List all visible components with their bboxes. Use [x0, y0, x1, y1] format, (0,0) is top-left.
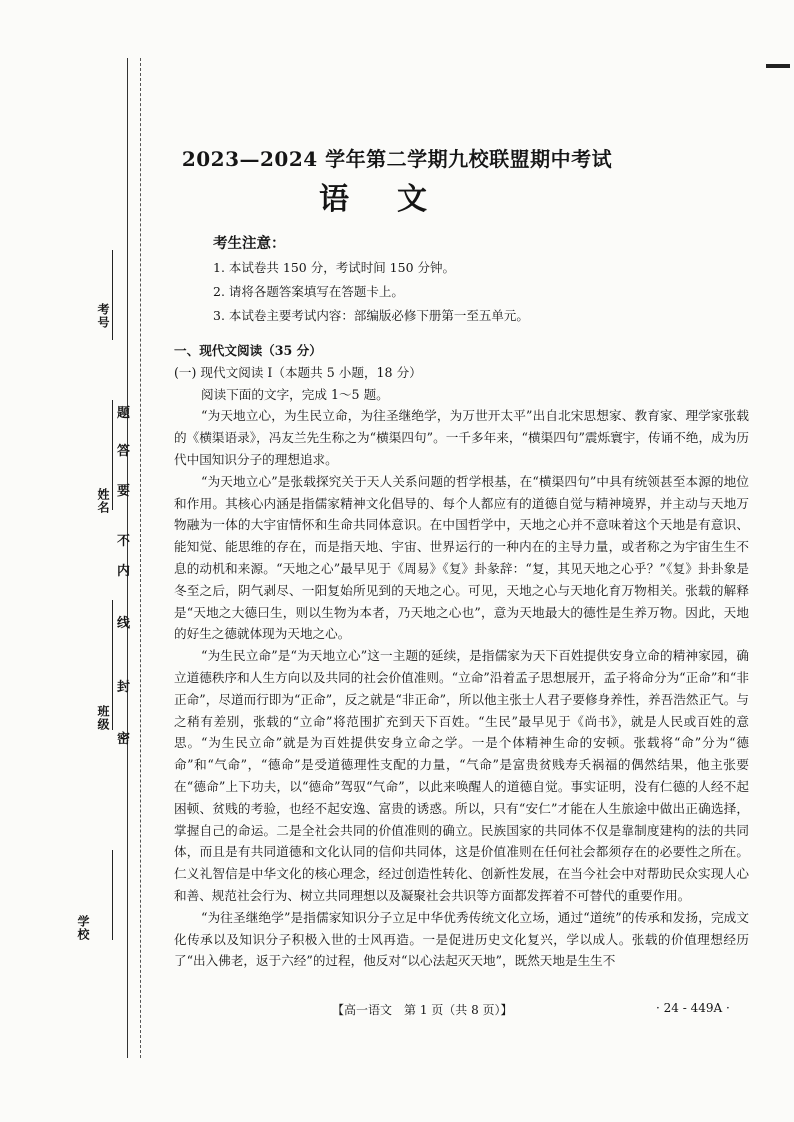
scan-mark [766, 64, 790, 68]
instruction: 阅读下面的文字，完成 1～5 题。 [201, 386, 389, 402]
school-underline [112, 850, 113, 940]
section-heading: 一、现代文阅读（35 分） [174, 343, 322, 358]
paragraph: “为天地立心”是张载探究关于天人关系问题的哲学根基，在“横渠四句”中具有统领甚至本源的地位和作用。其核心内涵是指儒家精神文化倡导的、每个人都应有的道德自觉与精神境界，并主动与天地万物融为一体的大宇宙情怀和生命共同体意识。在中国哲学中，天地之心并不意味着这个天地是有意识、能知觉、能思维的存在，而是指天地、宇宙、世界运行的一种内在的主导力量，或者称之为宇宙生生不息的动机和来源。“天地之心”最早见于《周易》《复》卦彖辞：“复，其见天地之心乎？”《复》卦卦象是冬至之后，阴气剥尽、一阳复始所见到的天地之心。可见，天地之心与天地化育万物相关。张载的解释是“天地之大德曰生，则以生物为本者，乃天地之心也”，意为天地最大的德性是生养万物。因此，天地的好生之德就体现为天地之心。 [174, 473, 749, 642]
notice-item: 3. 本试卷主要考试内容：部编版必修下册第一至五单元。 [213, 308, 529, 323]
notice-item: 1. 本试卷共 150 分，考试时间 150 分钟。 [213, 260, 456, 275]
class-underline [112, 600, 113, 730]
notice-heading: 考生注意： [213, 235, 286, 252]
name-underline [112, 400, 113, 510]
seal-char: 不 [117, 534, 131, 549]
sub-heading: (一) 现代文阅读 Ⅰ（本题共 5 小题，18 分） [174, 364, 422, 380]
seal-char: 线 [117, 616, 131, 631]
exam-no-underline [112, 250, 113, 340]
exam-title: 2023—2024 学年第二学期九校联盟期中考试 [181, 147, 613, 171]
paragraph: “为生民立命”是“为天地立心”这一主题的延续，是指儒家为天下百姓提供安身立命的精神家园，确立道德秩序和人生方向以及共同的社会价值准则。“立命”沿着孟子思想展开，孟子将命分为“正命”和“非正命”，尽道而行即为“正命”，反之就是“非正命”，所以他主张士人君子要修身养性，养吾浩然正气。与之稍有差别，张载的“立命”将范围扩充到天下百姓。“生民”最早见于《尚书》，就是人民或百姓的意思。“为生民立命”就是为百姓提供安身立命之学。一是个体精神生命的安顿。张载将“命”分为“德命”和“气命”，“德命”是受道德理性支配的力量，“气命”是富贵贫贱寿夭祸福的偶然结果，他主张要在“德命”上下功夫，以“德命”驾驭“气命”，以此来唤醒人的道德自觉。事实证明，没有仁德的人经不起困顿、贫贱的考验，也经不起安逸、富贵的诱惑。所以，只有“安仁”才能在人生旅途中做出正确选择，掌握自己的命运。二是全社会共同的价值准则的确立。民族国家的共同体不仅是靠制度建构的法的共同体，而且是有共同道德和文化认同的信仰共同体，这是价值准则在任何社会都须存在的必要性之所在。仁义礼智信是中华文化的核心理念，经过创造性转化、创新性发展，在当今社会中对帮助民众实现人心和善、规范社会行为、树立共同理想以及凝聚社会共识等方面都发挥着不可替代的重要作用。 [174, 648, 749, 903]
school-label: 学校 [76, 915, 90, 941]
seal-char: 封 [117, 680, 131, 695]
page-number: 【高一语文 第 1 页（共 8 页）】 [332, 1003, 513, 1017]
seal-char: 内 [117, 564, 131, 579]
paper-code: · 24 - 449A · [656, 1001, 730, 1015]
exam-no-label: 考号 [96, 303, 110, 329]
subject-title: 语文 [319, 182, 475, 217]
paragraph: “为天地立心，为生民立命，为往圣继绝学，为万世开太平”出自北宋思想家、教育家、理学家张载的《横渠语录》，冯友兰先生称之为“横渠四句”。一千多年来，“横渠四句”震烁寰宇，传诵不绝，成为历代中国知识分子的理想追求。 [174, 408, 749, 467]
reading-section [174, 340, 749, 972]
seal-char: 答 [117, 444, 131, 459]
name-label: 姓名 [96, 488, 110, 514]
paragraph: “为往圣继绝学”是指儒家知识分子立足中华优秀传统文化立场，通过“道统”的传承和发扬，完成文化传承以及知识分子积极入世的士风再造。一是促进历史文化复兴，学以成人。张载的价值理想经历了“出入佛老，返于六经”的过程，他反对“以心法起灭天地”，既然天地是生生不 [174, 909, 749, 969]
seal-char: 密 [117, 732, 131, 747]
seal-char: 题 [117, 406, 131, 421]
seal-char: 要 [117, 484, 131, 499]
notice-item: 2. 请将各题答案填写在答题卡上。 [213, 284, 404, 299]
class-label: 班级 [96, 705, 110, 731]
